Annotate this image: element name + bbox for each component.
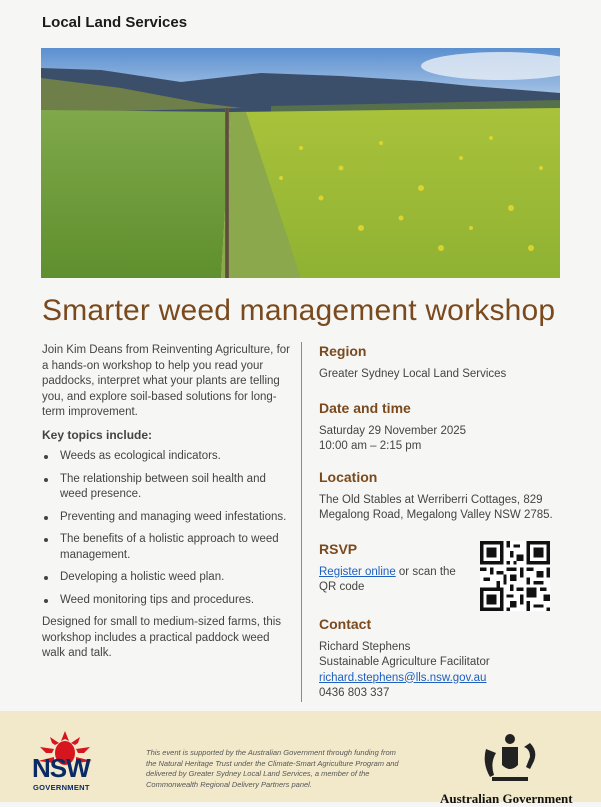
register-online-link[interactable]: Register online [319,565,396,578]
description-column [42,343,290,662]
date-time: 10:00 am – 2:15 pm [319,440,422,452]
list-item: Weeds as ecological indicators. [42,449,290,465]
date-section [319,401,569,455]
column-divider [301,342,302,702]
page-title: Smarter weed management workshop [42,294,556,327]
australian-government-text: Australian Government [440,791,573,806]
region-value: Greater Sydney Local Land Services [319,367,507,380]
list-item: Weed monitoring tips and procedures. [42,593,290,609]
footer-banner [0,711,601,806]
region-heading: Region [319,343,367,359]
location-section [319,470,569,524]
rsvp-rest: or scan the QR code [319,565,456,593]
qr-code[interactable] [480,541,550,611]
date-day: Saturday 29 November 2025 [319,424,467,437]
location-heading: Location [319,469,378,485]
nsw-logo-subtext: GOVERNMENT [33,783,90,792]
topics-list [42,449,290,608]
closing-text: Designed for small to medium-sized farms, this workshop includes a practical paddock weed walk and talk. [42,616,282,659]
contact-heading: Contact [319,616,372,632]
nsw-logo-text: NSW [32,753,90,783]
rsvp-section [319,542,469,596]
coat-of-arms-icon [480,729,540,787]
contact-name: Richard Stephens [319,640,411,653]
organisation-name: Local Land Services [42,14,188,31]
list-item: Developing a holistic weed plan. [42,570,290,586]
list-item: The relationship between soil health and weed presence. [42,472,290,503]
topics-heading: Key topics include: [42,427,153,442]
list-item: Preventing and managing weed infestations. [42,510,290,526]
rsvp-text [319,565,469,596]
contact-section [319,617,569,702]
intro-text: Join Kim Deans from Reinventing Agriculture, for a hands-on workshop to help you read your paddocks, interpret what your plants are telling you, and explore soil-based solutions for long-term improvement. [42,344,290,418]
funding-statement: This event is supported by the Australian Government through funding from the Natural Heritage Trust under the Climate-Smart Agriculture Program and delivered by Greater Sydney Local Land Services, a member of the Commonwealth Regional Delivery Partners panel. [146,748,399,789]
region-section [319,344,569,382]
contact-phone: 0436 803 337 [319,687,390,699]
list-item: The benefits of a holistic approach to weed management. [42,532,290,563]
date-heading: Date and time [319,400,411,416]
location-value: The Old Stables at Werriberri Cottages, 829 Megalong Road, Megalong Valley NSW 2785. [319,493,553,521]
rsvp-heading: RSVP [319,541,358,557]
hero-photo-paddock [41,48,560,278]
contact-email-link[interactable]: richard.stephens@lls.nsw.gov.au [319,671,487,684]
contact-role: Sustainable Agriculture Facilitator [319,656,490,668]
